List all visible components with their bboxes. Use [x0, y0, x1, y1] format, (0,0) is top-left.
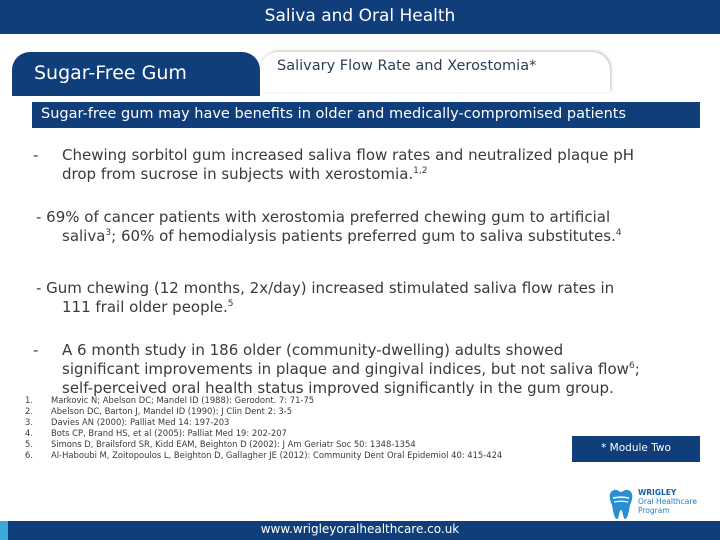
citation: 6 — [628, 361, 635, 371]
citation: 4 — [615, 228, 622, 238]
bullet-1-line-1: Chewing sorbitol gum increased saliva flow rates and neutralized plaque pH — [62, 146, 634, 164]
reference-item: 4. Bots CP, Brand HS, et al (2005): Palliat Med 19: 202-207 — [25, 428, 287, 439]
bullet-4-line-1: A 6 month study in 186 older (community-dwelling) adults showed — [62, 341, 564, 359]
bullet-dash: - — [33, 341, 39, 359]
bullet-dash: - — [33, 146, 39, 164]
tooth-icon — [608, 488, 634, 522]
page-title: Saliva and Oral Health — [264, 6, 456, 26]
bullet-2-line-2: saliva$^3$; 60% of hemodialysis patients preferred gum to saliva substitutes.$^4$ — [62, 227, 622, 245]
tab-salivary-flow[interactable]: Salivary Flow Rate and Xerostomia* — [260, 52, 610, 92]
bullet-1-line-2: drop from sucrose in subjects with xerostomia.$^{1,2}$ — [62, 165, 428, 183]
bullet-3 — [36, 279, 706, 317]
citation: 1,2 — [413, 166, 428, 176]
reference-list — [25, 395, 502, 462]
reference-item: 3. Davies AN (2000): Palliat Med 14: 197-203 — [25, 417, 230, 428]
bullet-1 — [33, 146, 703, 184]
reference-item: 2. Abelson DC, Barton J, Mandel ID (1990): J Clin Dent 2: 3-5 — [25, 406, 293, 417]
bullet-4-line-3: self-perceived oral health status improved significantly in the gum group. — [62, 379, 614, 397]
reference-item: 6. Al-Haboubi M, Zoitopoulos L, Beighton D, Gallagher JE (2012): Community Dent Oral Epidemiol 40: 415-424 — [25, 450, 503, 461]
bullet-4 — [33, 341, 713, 398]
reference-item: 1. Markovic N; Abelson DC; Mandel ID (1988): Gerodont. 7: 71-75 — [25, 395, 315, 405]
bullet-2 — [36, 208, 706, 246]
wrigley-logo — [608, 488, 718, 524]
module-note: * Module Two — [572, 436, 700, 462]
subtitle-banner: Sugar-free gum may have benefits in older and medically-compromised patients — [32, 102, 700, 128]
reference-item: 5. Simons D, Brailsford SR, Kidd EAM, Beighton D (2002): J Am Geriatr Soc 50: 1348-1354 — [25, 439, 416, 450]
tab-sugar-free-gum[interactable]: Sugar-Free Gum — [12, 52, 260, 96]
bullet-2-line-1: - 69% of cancer patients with xerostomia preferred chewing gum to artificial — [36, 208, 611, 226]
footer-url-link[interactable]: www.wrigleyoralhealthcare.co.uk — [260, 522, 460, 536]
bullet-3-line-2: 111 frail older people.$^5$ — [62, 298, 234, 316]
citation: 5 — [227, 299, 234, 309]
logo-text: WRIGLEY Oral Healthcare Program — [638, 488, 697, 515]
citation: 3 — [105, 228, 112, 238]
bullet-4-line-2: significant improvements in plaque and gingival indices, but not saliva flow$^6$; — [62, 360, 640, 378]
bullet-3-line-1: - Gum chewing (12 months, 2x/day) increased stimulated saliva flow rates in — [36, 279, 615, 297]
